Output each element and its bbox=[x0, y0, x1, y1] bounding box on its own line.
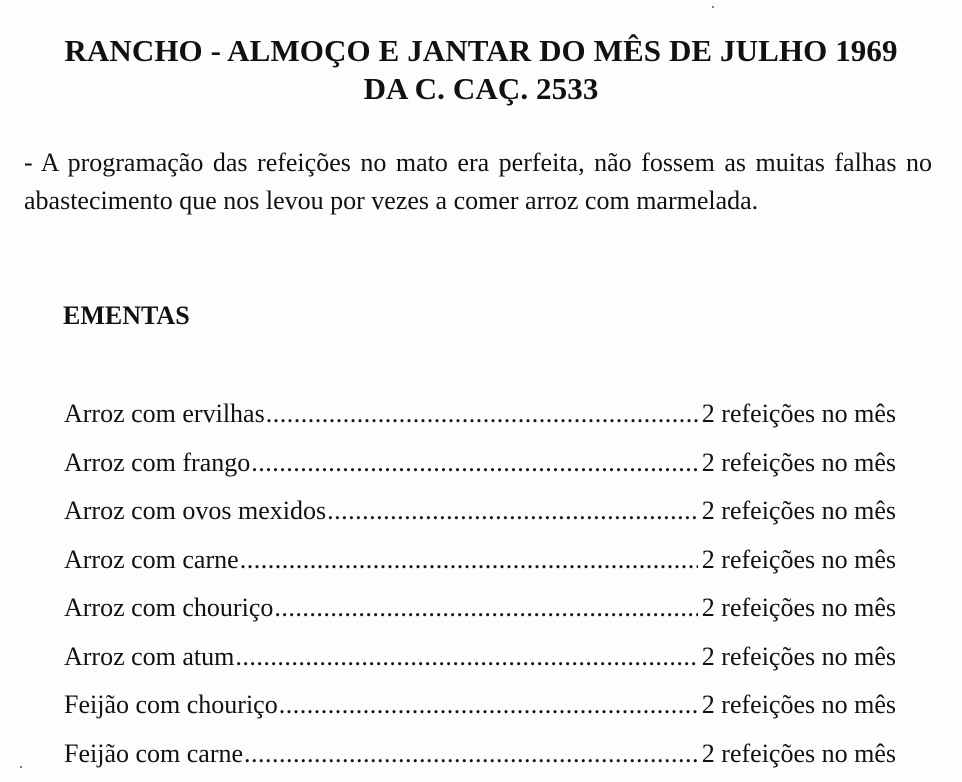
title-line-1: RANCHO - ALMOÇO E JANTAR DO MÊS DE JULHO 1969 bbox=[0, 32, 962, 70]
dot-leader bbox=[240, 540, 698, 580]
menu-item bbox=[64, 491, 896, 540]
dish-name: Feijão com carne bbox=[64, 734, 243, 774]
document-title bbox=[0, 32, 962, 108]
section-heading: EMENTAS bbox=[63, 296, 190, 336]
dot-leader bbox=[266, 394, 698, 434]
menu-item bbox=[64, 394, 896, 443]
dot-leader bbox=[274, 588, 697, 628]
scan-speck bbox=[20, 766, 22, 768]
dish-frequency: 2 refeições no mês bbox=[702, 540, 896, 580]
intro-paragraph: - A programação das refeições no mato era perfeita, não fossem as muitas falhas no abastecimento que nos levou por vezes a comer arroz com marmelada. bbox=[24, 144, 932, 220]
menu-list bbox=[64, 394, 896, 782]
dish-frequency: 2 refeições no mês bbox=[702, 685, 896, 725]
menu-item bbox=[64, 443, 896, 492]
title-line-2: DA C. CAÇ. 2533 bbox=[0, 70, 962, 108]
dot-leader bbox=[251, 443, 698, 483]
menu-item bbox=[64, 637, 896, 686]
dish-name: Feijão com chouriço bbox=[64, 685, 278, 725]
dish-frequency: 2 refeições no mês bbox=[702, 734, 896, 774]
dish-name: Arroz com ervilhas bbox=[64, 394, 265, 434]
menu-item bbox=[64, 734, 896, 782]
dot-leader bbox=[244, 734, 698, 774]
dish-name: Arroz com ovos mexidos bbox=[64, 491, 326, 531]
dish-frequency: 2 refeições no mês bbox=[702, 491, 896, 531]
dot-leader bbox=[279, 685, 698, 725]
dish-frequency: 2 refeições no mês bbox=[702, 588, 896, 628]
dish-name: Arroz com chouriço bbox=[64, 588, 273, 628]
dot-leader bbox=[235, 637, 697, 677]
menu-item bbox=[64, 540, 896, 589]
scan-speck bbox=[712, 6, 714, 8]
menu-item bbox=[64, 588, 896, 637]
dish-frequency: 2 refeições no mês bbox=[702, 637, 896, 677]
dot-leader bbox=[327, 491, 698, 531]
menu-item bbox=[64, 685, 896, 734]
dish-frequency: 2 refeições no mês bbox=[702, 394, 896, 434]
dish-frequency: 2 refeições no mês bbox=[702, 443, 896, 483]
dish-name: Arroz com frango bbox=[64, 443, 250, 483]
dish-name: Arroz com atum bbox=[64, 637, 234, 677]
dish-name: Arroz com carne bbox=[64, 540, 239, 580]
